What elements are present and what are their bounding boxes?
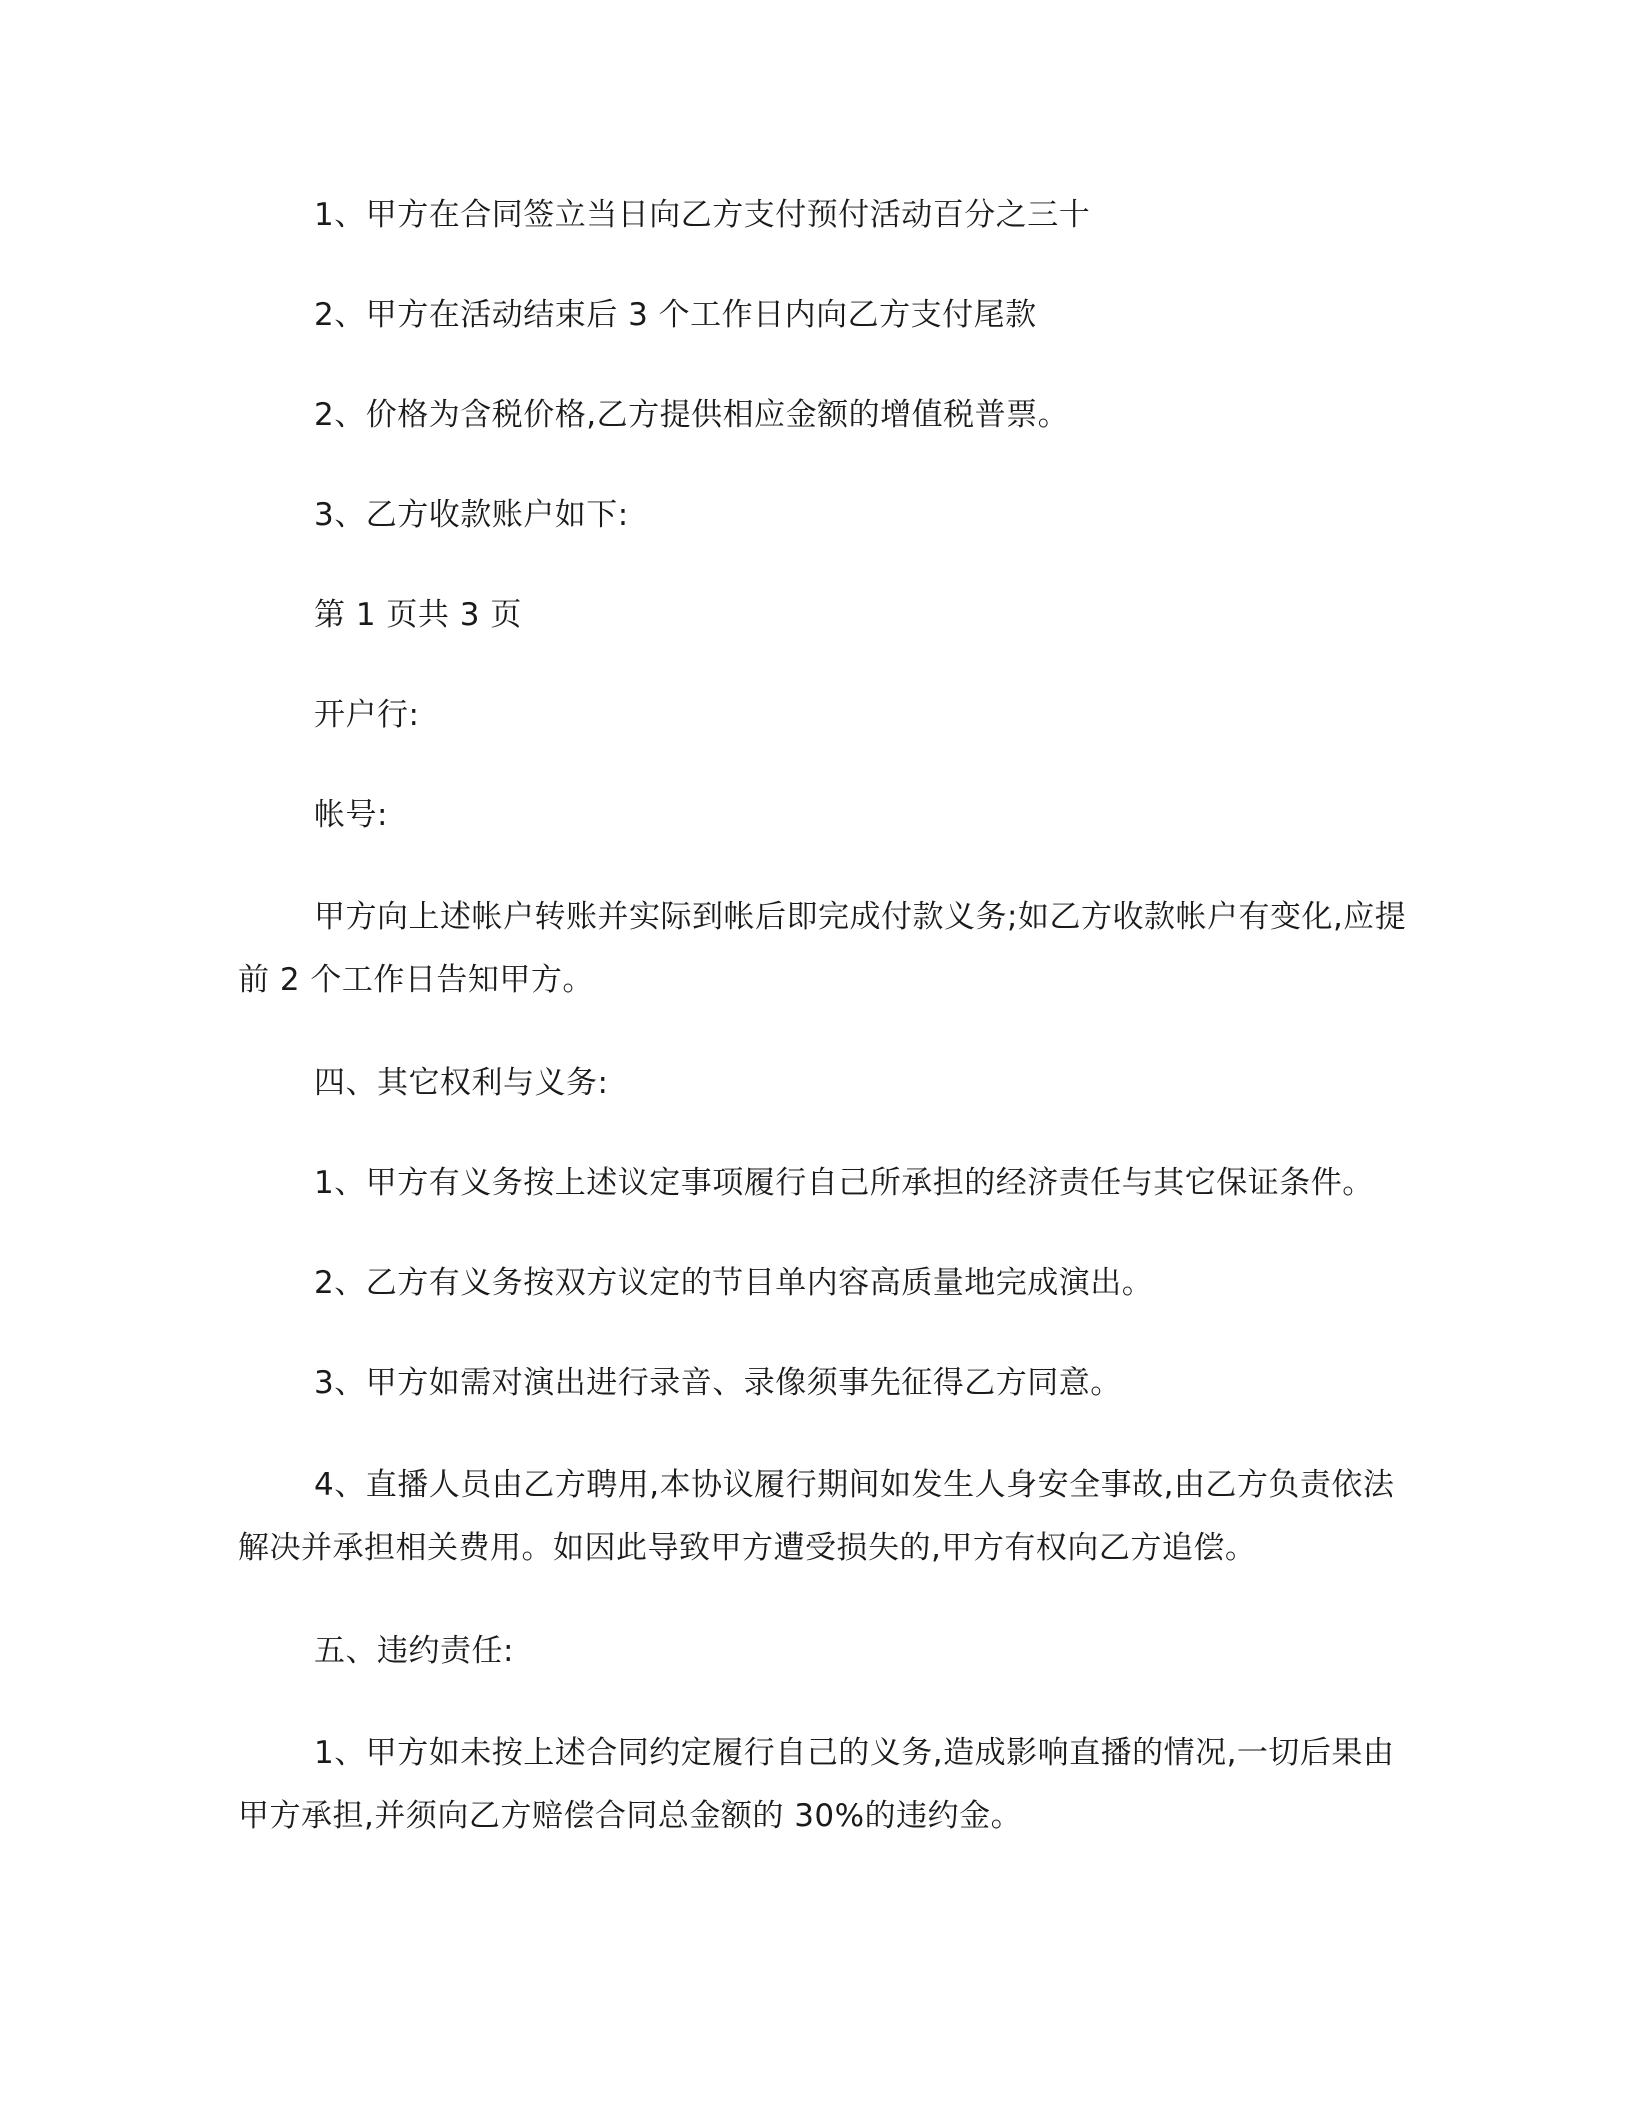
paragraph-account-heading: 3、乙方收款账户如下: bbox=[314, 497, 629, 533]
page-number: 第 1 页共 3 页 bbox=[314, 597, 522, 633]
paragraph-breach-1: 1、甲方如未按上述合同约定履行自己的义务,造成影响直播的情况,一切后果由甲方承担,并须向乙方赔偿合同总金额的 30%的违约金。 bbox=[238, 1735, 1395, 1834]
paragraph-rights-2: 2、乙方有义务按双方议定的节目单内容高质量地完成演出。 bbox=[314, 1265, 1154, 1301]
paragraph-rights-4: 4、直播人员由乙方聘用,本协议履行期间如发生人身安全事故,由乙方负责依法解决并承担相关费用。如因此导致甲方遭受损失的,甲方有权向乙方追偿。 bbox=[238, 1467, 1395, 1566]
paragraph-account-number: 帐号: bbox=[314, 797, 388, 833]
paragraph-rights-1: 1、甲方有义务按上述议定事项履行自己所承担的经济责任与其它保证条件。 bbox=[314, 1165, 1374, 1201]
paragraph-bank: 开户行: bbox=[314, 697, 420, 733]
paragraph-final-payment: 2、甲方在活动结束后 3 个工作日内向乙方支付尾款 bbox=[314, 297, 1037, 333]
section-heading-breach: 五、违约责任: bbox=[314, 1633, 514, 1669]
paragraph-rights-3: 3、甲方如需对演出进行录音、录像须事先征得乙方同意。 bbox=[314, 1365, 1122, 1401]
paragraph-transfer: 甲方向上述帐户转账并实际到帐后即完成付款义务;如乙方收款帐户有变化,应提前 2 个工作日告知甲方。 bbox=[238, 899, 1407, 998]
paragraph-prepayment: 1、甲方在合同签立当日向乙方支付预付活动百分之三十 bbox=[314, 197, 1091, 233]
section-heading-rights: 四、其它权利与义务: bbox=[314, 1065, 609, 1101]
paragraph-price-tax: 2、价格为含税价格,乙方提供相应金额的增值税普票。 bbox=[314, 397, 1070, 433]
